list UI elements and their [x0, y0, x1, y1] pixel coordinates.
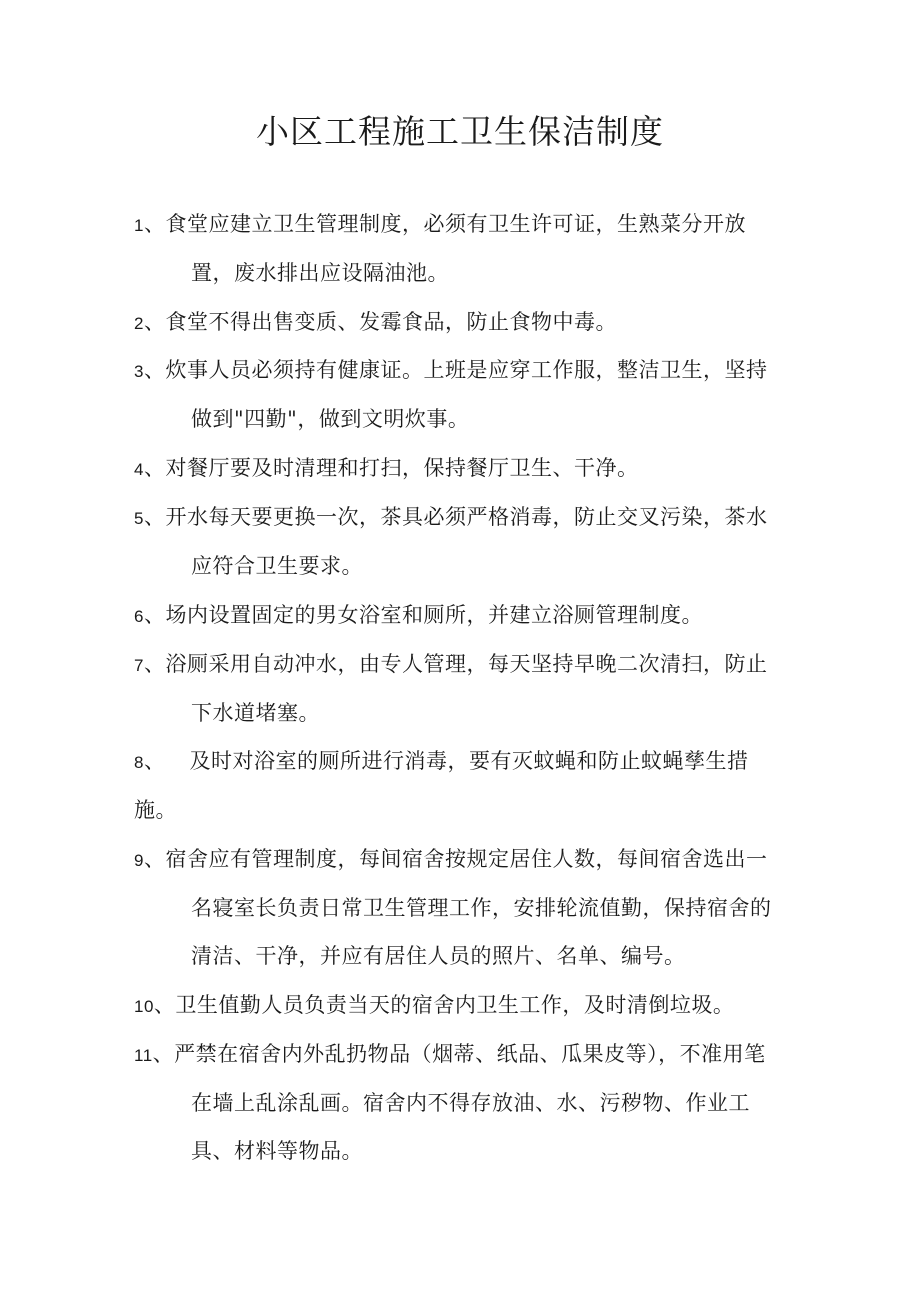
item-number: 2: [134, 314, 144, 333]
item-text: 开水每天要更换一次，茶具必须严格消毒，防止交叉污染，茶水: [165, 505, 768, 529]
item-separator: 、: [143, 310, 166, 334]
list-item: [134, 453, 638, 485]
item-number: 4: [134, 460, 144, 479]
item-text: 及时对浴室的厕所进行消毒，要有灭蚊蝇和防止蚊蝇孳生措: [189, 749, 749, 773]
item-text: 食堂应建立卫生管理制度，必须有卫生许可证，生熟菜分开放: [165, 212, 746, 236]
page-title: 小区工程施工卫生保洁制度: [256, 112, 664, 151]
item-number: 10: [134, 997, 154, 1016]
item-number: 8: [134, 753, 144, 772]
list-item: [134, 355, 767, 387]
item-continuation: 下水道堵塞。: [191, 701, 320, 725]
item-separator: 、: [143, 603, 166, 627]
list-item: [134, 844, 767, 876]
item-text: 场内设置固定的男女浴室和厕所，并建立浴厕管理制度。: [165, 603, 703, 627]
item-separator: 、: [143, 749, 166, 773]
item-continuation: 应符合卫生要求。: [191, 554, 363, 578]
item-text: 宿舍应有管理制度，每间宿舍按规定居住人数，每间宿舍选出一: [165, 847, 768, 871]
item-number: 3: [134, 362, 144, 381]
item-separator: 、: [143, 505, 166, 529]
item-separator: 、: [143, 847, 166, 871]
item-separator: 、: [152, 1042, 175, 1066]
list-item: [134, 746, 748, 778]
item-continuation: 清洁、干净，并应有居住人员的照片、名单、编号。: [191, 944, 686, 968]
item-continuation: 具、材料等物品。: [191, 1139, 363, 1163]
item-separator: 、: [153, 993, 176, 1017]
item-continuation: 做到"四勤"，做到文明炊事。: [191, 407, 470, 431]
list-item: [134, 502, 767, 534]
item-number: 11: [134, 1046, 153, 1065]
item-continuation: 名寝室长负责日常卫生管理工作，安排轮流值勤，保持宿舍的: [191, 896, 772, 920]
item-number: 9: [134, 851, 144, 870]
list-item: [134, 1039, 766, 1071]
item-text: 炊事人员必须持有健康证。上班是应穿工作服，整洁卫生，坚持: [165, 358, 768, 382]
list-item: [134, 600, 703, 632]
item-continuation: 置，废水排出应设隔油池。: [191, 261, 449, 285]
item-separator: 、: [143, 212, 166, 236]
item-number: 6: [134, 607, 144, 626]
item-text: 对餐厅要及时清理和打扫，保持餐厅卫生、干净。: [165, 456, 639, 480]
item-number: 5: [134, 509, 144, 528]
item-separator: 、: [143, 456, 166, 480]
item-text: 严禁在宿舍内外乱扔物品（烟蒂、纸品、瓜果皮等），不准用笔: [174, 1042, 766, 1066]
list-item: [134, 307, 617, 339]
item-separator: 、: [143, 652, 166, 676]
item-number: 7: [134, 656, 144, 675]
item-text: 食堂不得出售变质、发霉食品，防止食物中毒。: [165, 310, 617, 334]
item-text: 浴厕采用自动冲水，由专人管理，每天坚持早晚二次清扫，防止: [165, 652, 768, 676]
list-item: [134, 990, 734, 1022]
list-item: [134, 209, 746, 241]
item-continuation: 施。: [134, 798, 177, 822]
item-text: 卫生值勤人员负责当天的宿舍内卫生工作，及时清倒垃圾。: [175, 993, 735, 1017]
item-number: 1: [134, 216, 144, 235]
list-item: [134, 649, 767, 681]
item-continuation: 在墙上乱涂乱画。宿舍内不得存放油、水、污秽物、作业工: [191, 1091, 750, 1115]
item-separator: 、: [143, 358, 166, 382]
